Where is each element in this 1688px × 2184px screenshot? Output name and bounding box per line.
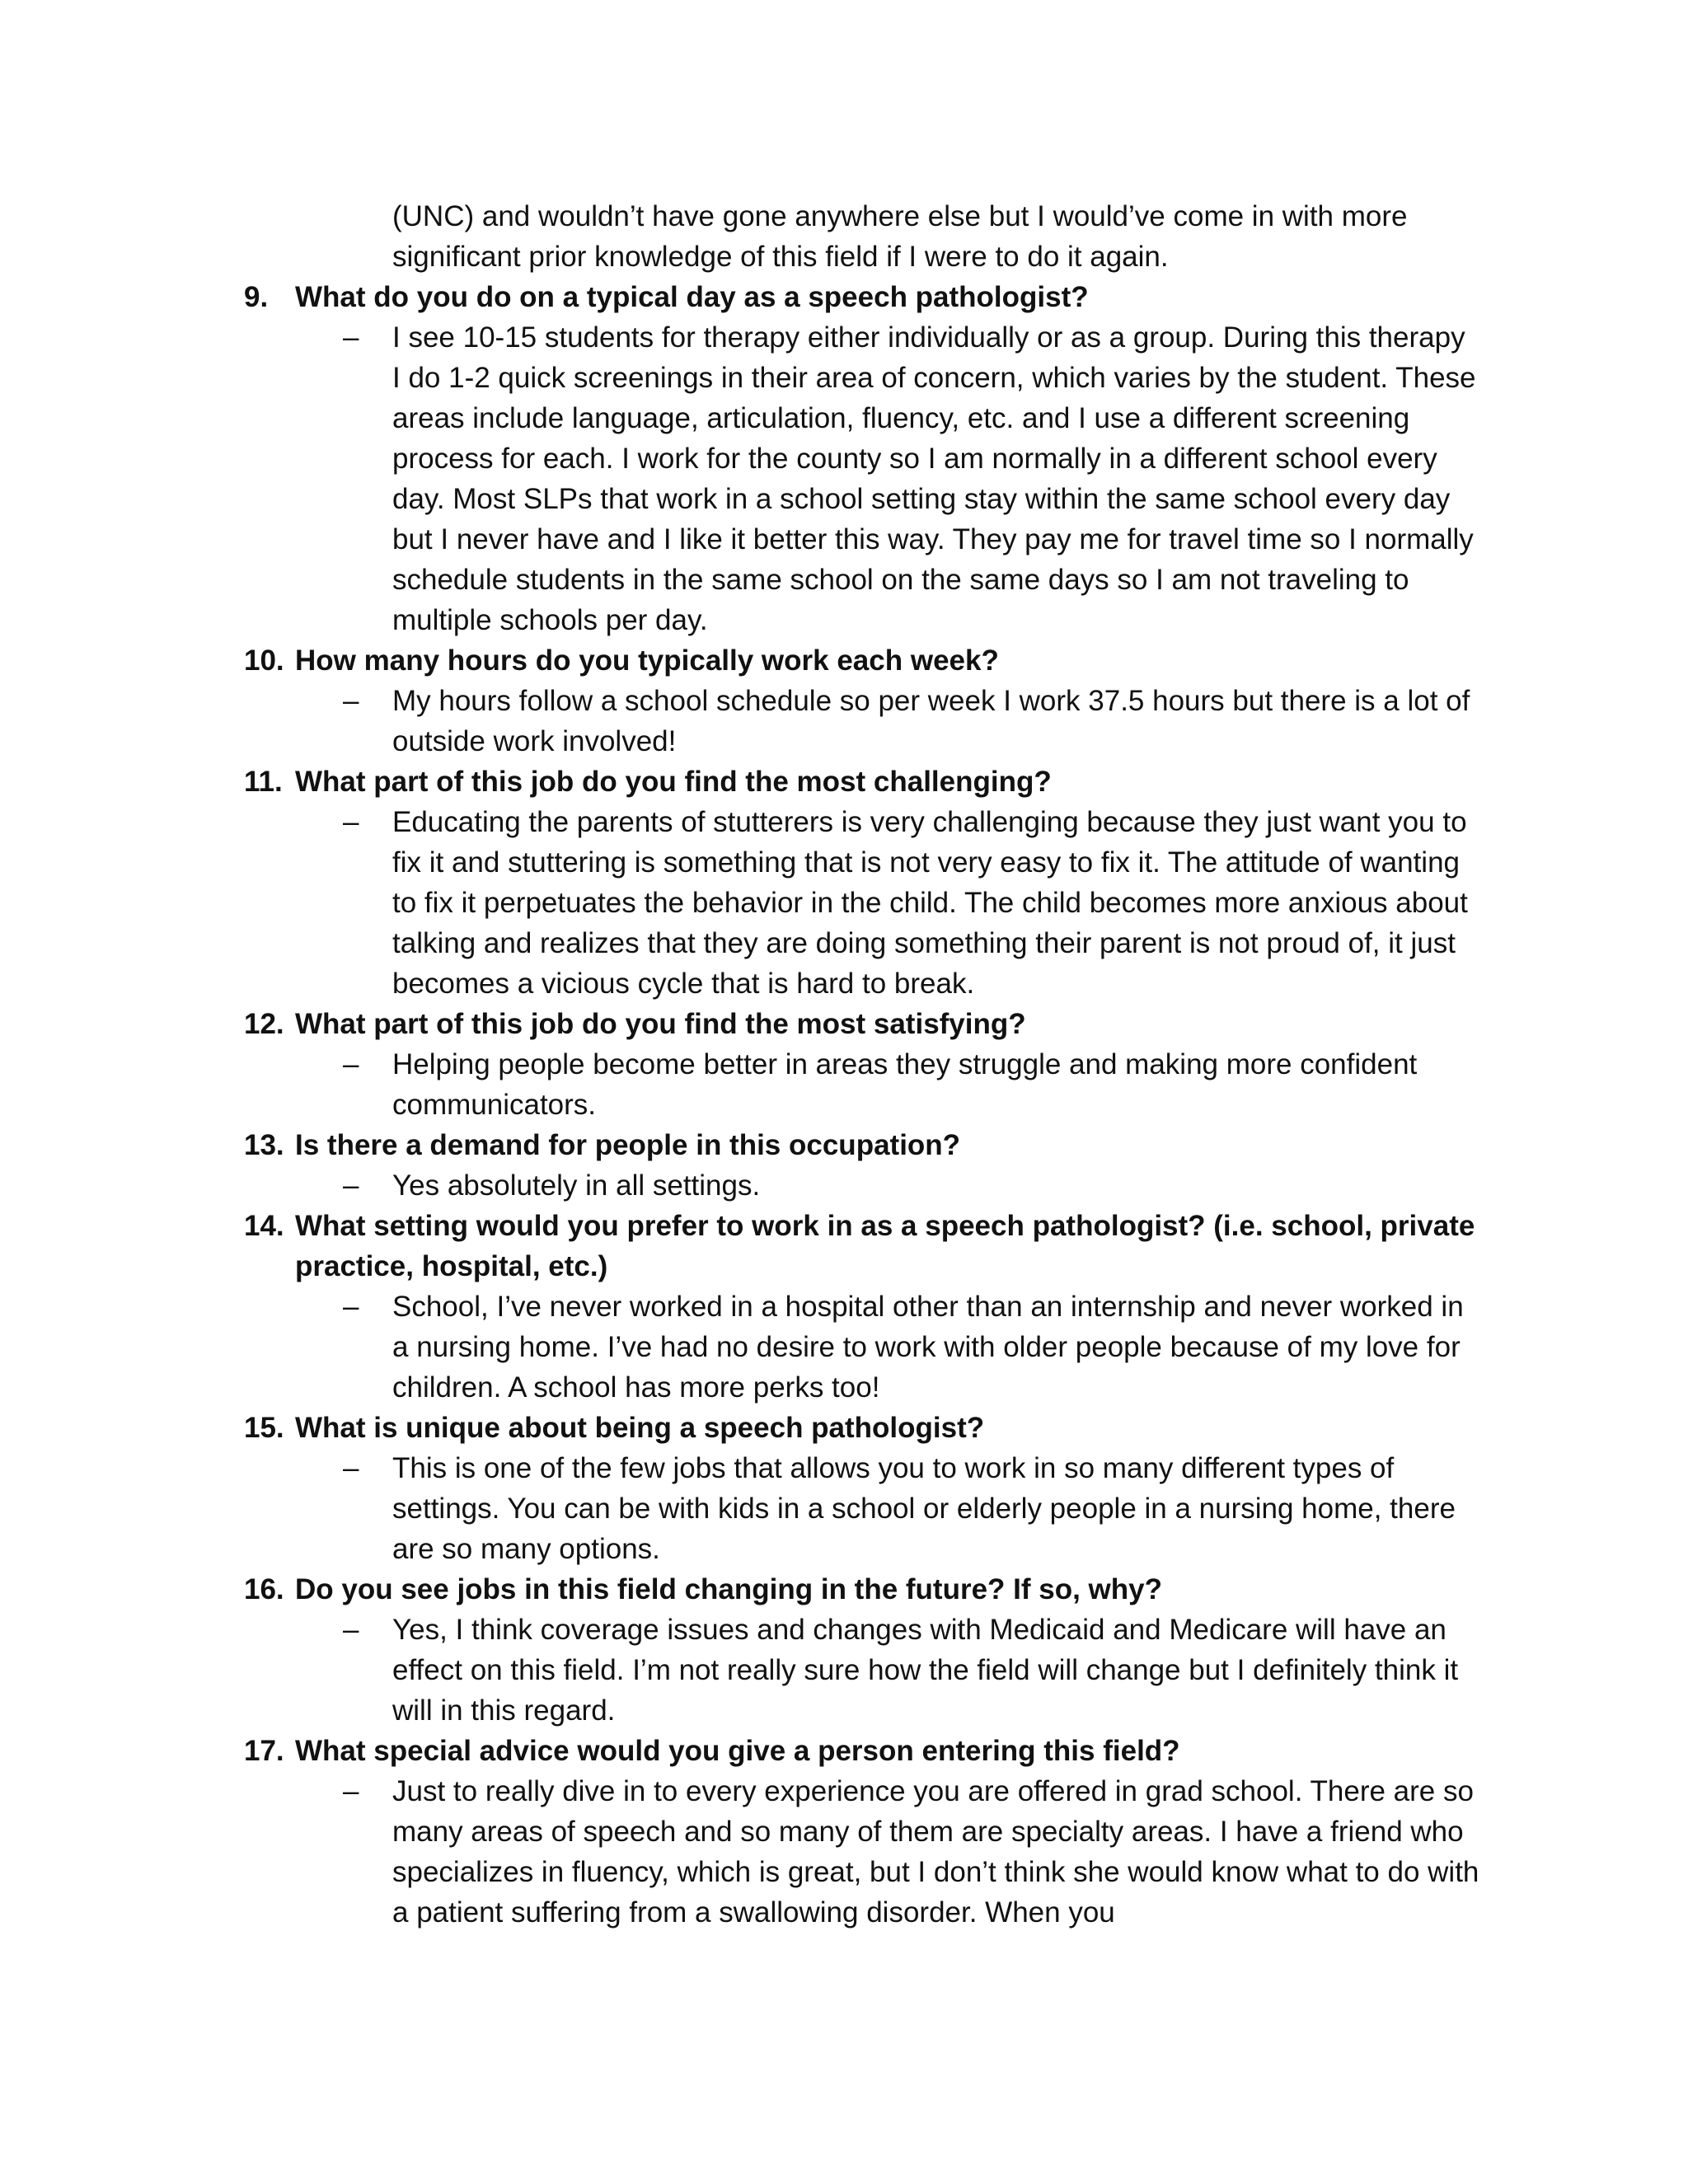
question (244, 1125, 1480, 1165)
answer (343, 1610, 1480, 1731)
question-number: 17. (244, 1735, 284, 1767)
question (244, 1408, 1480, 1448)
dash-bullet: – (343, 321, 359, 354)
answer (343, 802, 1480, 1004)
question-number: 13. (244, 1129, 284, 1161)
question-text: What is unique about being a speech pathologist? (295, 1412, 985, 1444)
question-text: What part of this job do you find the most satisfying? (295, 1008, 1026, 1040)
question (244, 1004, 1480, 1044)
question-number: 14. (244, 1210, 284, 1242)
question (244, 1731, 1480, 1771)
question (244, 1206, 1480, 1286)
answer-text: My hours follow a school schedule so per week I work 37.5 hours but there is a lot of outside work involved! (392, 685, 1470, 757)
dash-bullet: – (343, 1775, 359, 1807)
question-number: 9. (244, 281, 269, 313)
question-text: What setting would you prefer to work in as a speech pathologist? (i.e. school, private practice, hospital, etc.) (295, 1210, 1475, 1282)
question (244, 762, 1480, 802)
answer (343, 1044, 1480, 1125)
answer-text: Yes absolutely in all settings. (392, 1169, 761, 1202)
question-text: What do you do on a typical day as a speech pathologist? (295, 281, 1089, 313)
question (244, 277, 1480, 317)
answer-text: Helping people become better in areas they struggle and making more confident communicators. (392, 1048, 1418, 1121)
question (244, 1569, 1480, 1610)
question-text: How many hours do you typically work each week? (295, 644, 999, 677)
answer (343, 1165, 1480, 1206)
answer-text: This is one of the few jobs that allows you to work in so many different types of settings. You can be with kids in a school or elderly people in a nursing home, there are so many options. (392, 1452, 1456, 1565)
qa-item-16 (244, 1569, 1480, 1731)
qa-item-12 (244, 1004, 1480, 1125)
question-number: 16. (244, 1573, 284, 1605)
dash-bullet: – (343, 806, 359, 838)
answer (343, 317, 1480, 640)
qa-item-13 (244, 1125, 1480, 1206)
question-number: 12. (244, 1008, 284, 1040)
answer (343, 681, 1480, 762)
dash-bullet: – (343, 1452, 359, 1484)
question-number: 10. (244, 644, 284, 677)
continued-answer-text: (UNC) and wouldn’t have gone anywhere else but I would’ve come in with more significant prior knowledge of this field if I were to do it again. (392, 200, 1408, 273)
qa-item-14 (244, 1206, 1480, 1408)
answer-text: Yes, I think coverage issues and changes with Medicaid and Medicare will have an effect on this field. I’m not really sure how the field will change but I definitely think it will in this regard. (392, 1614, 1459, 1727)
qa-item-9 (244, 277, 1480, 640)
question-number: 11. (244, 766, 283, 798)
dash-bullet: – (343, 1614, 359, 1646)
question-text: Do you see jobs in this field changing in the future? If so, why? (295, 1573, 1162, 1605)
question-number: 15. (244, 1412, 284, 1444)
document-body (244, 196, 1480, 1933)
answer-text: School, I’ve never worked in a hospital other than an internship and never worked in a nursing home. I’ve had no desire to work with older people because of my love for children. A school has more perks too! (392, 1291, 1464, 1404)
answer (343, 1448, 1480, 1569)
dash-bullet: – (343, 1291, 359, 1323)
dash-bullet: – (343, 1169, 359, 1202)
question (244, 640, 1480, 681)
qa-item-11 (244, 762, 1480, 1004)
qa-item-17 (244, 1731, 1480, 1933)
qa-item-15 (244, 1408, 1480, 1569)
answer-text: Just to really dive in to every experience you are offered in grad school. There are so many areas of speech and so many of them are specialty areas. I have a friend who specializes in fluency, which is great, but I don’t think she would know what to do with a patient suffering from a swallowing disorder. When you (392, 1775, 1479, 1929)
question-text: What part of this job do you find the most challenging? (295, 766, 1052, 798)
answer-text: Educating the parents of stutterers is very challenging because they just want you to fix it and stuttering is something that is not very easy to fix it. The attitude of wanting to fix it perpetuates the behavior in the child. The child becomes more anxious about talking and realizes that they are doing something their parent is not proud of, it just becomes a vicious cycle that is hard to break. (392, 806, 1468, 1000)
answer (343, 1286, 1480, 1408)
answer-text: I see 10-15 students for therapy either individually or as a group. During this therapy I do 1-2 quick screenings in their area of concern, which varies by the student. These areas include language, articulation, fluency, etc. and I use a different screening process for each. I work for the county so I am normally in a different school every day. Most SLPs that work in a school setting stay within the same school every day but I never have and I like it better this way. They pay me for travel time so I normally schedule students in the same school on the same days so I am not traveling to multiple schools per day. (392, 321, 1476, 636)
question-text: What special advice would you give a person entering this field? (295, 1735, 1180, 1767)
question-text: Is there a demand for people in this occupation? (295, 1129, 961, 1161)
dash-bullet: – (343, 1048, 359, 1080)
dash-bullet: – (343, 685, 359, 717)
answer (343, 1771, 1480, 1933)
qa-item-10 (244, 640, 1480, 762)
